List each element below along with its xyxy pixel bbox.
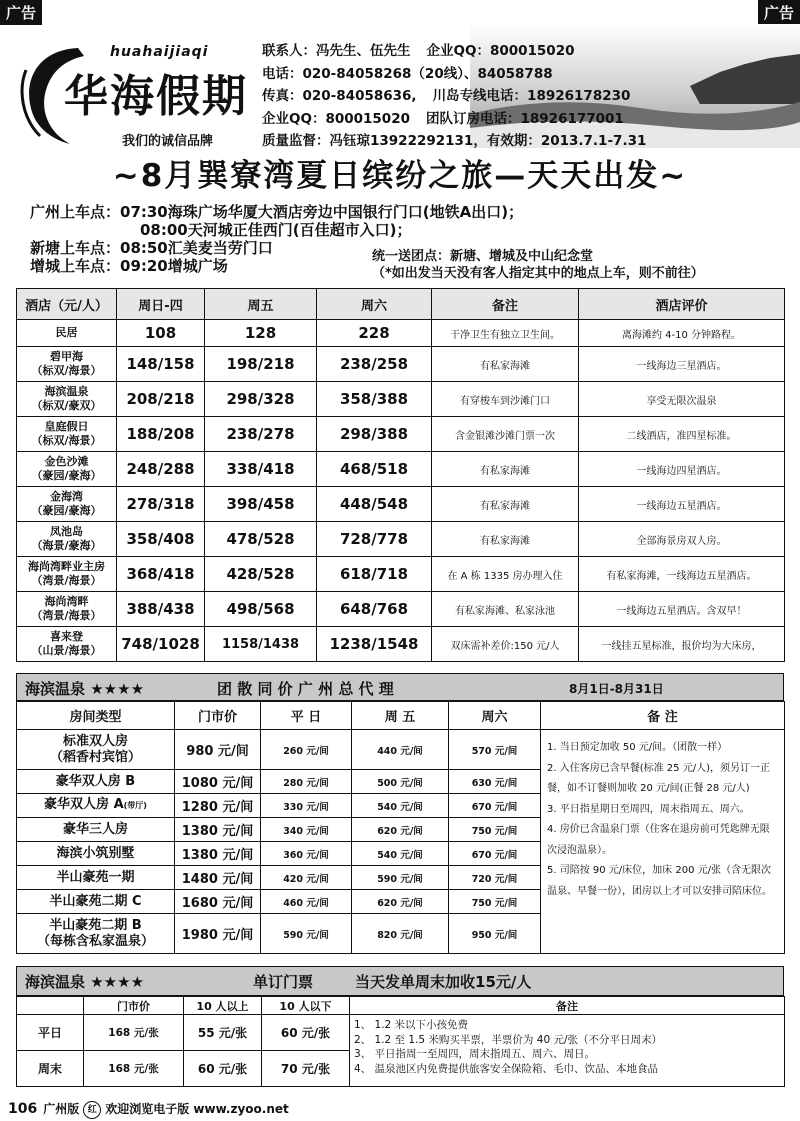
table-row (17, 592, 785, 627)
hotel-price-table (16, 288, 785, 662)
pickup-guangzhou: 广州上车点：07:30海珠广场华厦大酒店旁边中国银行门口(地铁A出口)； (30, 203, 524, 221)
header-friday: 周 五 (352, 702, 449, 730)
ad-tag-left: 广告 (0, 0, 42, 25)
header-weekday: 周日-四 (117, 289, 205, 320)
hotel-remark: 有私家海滩 (432, 347, 579, 382)
price-weekday: 148/158 (117, 347, 205, 382)
price-friday: 590 元/间 (352, 866, 449, 890)
hotel-name: 碧甲海 (50, 350, 83, 363)
ticket-note: 4、 温泉池区内免费提供旅客安全保险箱、毛巾、饮品、本地食品 (354, 1062, 659, 1075)
header-saturday: 周六 (317, 289, 432, 320)
price-saturday: 728/778 (317, 522, 432, 557)
price-friday: 498/568 (205, 592, 317, 627)
hotel-remark: 有穿梭车到沙滩门口 (432, 382, 579, 417)
ticket-note: 3、 平日指周一至周四，周末指周五、周六、周日。 (354, 1048, 596, 1060)
price-weekday: 188/208 (117, 417, 205, 452)
spa-banner-name: 海滨温泉 ★★★★ (25, 680, 145, 698)
hotel-room-type: （标双/豪双） (31, 399, 102, 412)
price-weekday: 208/218 (117, 382, 205, 417)
room-type: 标准双人房 (62, 733, 128, 749)
header-saturday: 周六 (449, 702, 541, 730)
price-saturday: 648/768 (317, 592, 432, 627)
spa-notes (541, 730, 785, 954)
spa-note: 4. 房价已含温泉门票（住客在退房前可凭匙牌无限次浸泡温泉）。 (547, 824, 770, 856)
hotel-remark: 有私家海滩 (432, 452, 579, 487)
room-type-line (17, 774, 174, 790)
hotel-review: 二线酒店，准四星标准。 (579, 417, 785, 452)
ad-tag-right: 广告 (758, 0, 800, 25)
price-friday: 478/528 (205, 522, 317, 557)
hotel-name: 凤池岛 (50, 525, 83, 538)
room-type-line (17, 918, 174, 934)
room-type: 半山豪苑二期 B (49, 917, 142, 933)
table-row (17, 452, 785, 487)
room-type-line (17, 822, 174, 838)
dropoff-note-1: 统一送团点：新塘、增城及中山纪念堂 (372, 249, 594, 264)
ticket-day: 平日 (17, 1015, 84, 1051)
table-row (17, 382, 785, 417)
spa-banner-agent: 团 散 同 价 广 州 总 代 理 (217, 680, 394, 698)
hotel-review: 一线海边三星酒店。 (579, 347, 785, 382)
ticket-note: 2、 1.2 至 1.5 米购买半票，半票价为 40 元/张（不分平日周末） (354, 1033, 663, 1046)
logo-name: 华海假期 (64, 71, 248, 122)
contact-qq-2: 企业QQ：800015020 (262, 110, 410, 127)
rack-rate: 1380 元/间 (175, 818, 261, 842)
header-blank (17, 997, 84, 1015)
hotel-review: 一线挂五星标准，报价均为大床房， (579, 627, 785, 662)
table-row (17, 487, 785, 522)
rack-rate: 1680 元/间 (175, 890, 261, 914)
spa-banner (16, 673, 784, 701)
price-saturday: 670 元/间 (449, 794, 541, 818)
hotel-name-cell (17, 627, 117, 662)
price-weekday: 368/418 (117, 557, 205, 592)
header-hotel: 酒店（元/人） (17, 289, 117, 320)
spa-note: 3. 平日指星期日至周四，周末指周五、周六。 (547, 803, 750, 815)
price-friday: 540 元/间 (352, 842, 449, 866)
room-type-detail: （稻香村宾馆） (49, 749, 141, 765)
spa-note: 5. 司陪按 90 元/床位，加床 200 元/张（含无限次温泉、早餐一份），团房以上才可以安排司陪床位。 (547, 865, 772, 897)
ticket-banner-name: 海滨温泉 ★★★★ (25, 973, 145, 991)
hotel-name: 金色沙滩 (44, 455, 89, 468)
price-friday: 540 元/间 (352, 794, 449, 818)
ticket-table (16, 996, 785, 1087)
price-saturday: 618/718 (317, 557, 432, 592)
rack-rate: 1980 元/间 (175, 914, 261, 954)
room-type-cell (17, 890, 175, 914)
price-weekday: 460 元/间 (261, 890, 352, 914)
room-type-cell (17, 842, 175, 866)
hotel-name: 海尚湾畔 (44, 595, 89, 608)
header-notes: 备注 (350, 997, 785, 1015)
header (0, 24, 800, 148)
ticket-banner-note: 当天发单周末加收15元/人 (355, 973, 532, 991)
room-type-suffix: (带厅) (123, 801, 147, 810)
hotel-review: 一线海边四星酒店。 (579, 452, 785, 487)
rack-rate: 1480 元/间 (175, 866, 261, 890)
room-type-line (17, 870, 174, 886)
ticket-banner-title: 单订门票 (253, 973, 314, 991)
room-type-detail: （每栋含私家温泉） (36, 933, 154, 949)
hotel-review: 一线海边五星酒店。含双早！ (579, 592, 785, 627)
price-friday: 128 (205, 320, 317, 347)
room-type: 豪华三人房 (62, 821, 128, 837)
ticket-under-10: 70 元/张 (262, 1051, 350, 1087)
room-type: 海滨小筑别墅 (56, 845, 135, 861)
price-saturday: 670 元/间 (449, 842, 541, 866)
price-weekday: 358/408 (117, 522, 205, 557)
room-type: 半山豪苑二期 C (49, 893, 142, 909)
header-rack-rate: 门市价 (84, 997, 184, 1015)
header-under-10: 10 人以下 (262, 997, 350, 1015)
price-weekday: 260 元/间 (261, 730, 352, 770)
pickup-xintang: 新塘上车点：08:50汇美麦当劳门口 (30, 239, 273, 257)
price-weekday: 278/318 (117, 487, 205, 522)
logo (18, 34, 248, 148)
table-row (17, 320, 785, 347)
price-saturday: 750 元/间 (449, 818, 541, 842)
hotel-name: 海尚湾畔业主房 (28, 560, 105, 573)
price-weekday: 388/438 (117, 592, 205, 627)
hotel-name-cell (17, 320, 117, 347)
pickup-guangzhou-2: 08:00天河城正佳西门(百佳超市入口)； (140, 221, 412, 239)
ticket-rack-rate: 168 元/张 (84, 1051, 184, 1087)
price-weekday: 420 元/间 (261, 866, 352, 890)
contact-fax: 传真：020-84058636, (262, 88, 417, 104)
spa-banner-dates: 8月1日-8月31日 (569, 682, 664, 696)
room-type-line (17, 894, 174, 910)
pickup-zengcheng: 增城上车点：09:20增城广场 (30, 257, 228, 275)
table-row (17, 730, 785, 770)
ticket-note: 1、 1.2 米以下小孩免费 (354, 1019, 469, 1031)
hotel-name: 海滨温泉 (44, 385, 89, 398)
website-link[interactable]: 欢迎浏览电子版 www.zyoo.net (105, 1102, 289, 1116)
hotel-review: 一线海边五星酒店。 (579, 487, 785, 522)
price-friday: 1158/1438 (205, 627, 317, 662)
hotel-room-type: （海景/豪海） (31, 539, 102, 552)
price-weekday: 280 元/间 (261, 770, 352, 794)
price-weekday: 360 元/间 (261, 842, 352, 866)
price-friday: 820 元/间 (352, 914, 449, 954)
ticket-over-10: 60 元/张 (184, 1051, 262, 1087)
price-saturday: 950 元/间 (449, 914, 541, 954)
hotel-remark: 双床需补差价:150 元/人 (432, 627, 579, 662)
hotel-room-type: （湾景/海景） (31, 574, 102, 587)
page-title: ~8月巽寮湾夏日缤纷之旅—天天出发~ (112, 158, 688, 194)
price-friday: 198/218 (205, 347, 317, 382)
price-weekday: 330 元/间 (261, 794, 352, 818)
price-saturday: 750 元/间 (449, 890, 541, 914)
price-friday: 428/528 (205, 557, 317, 592)
table-row (17, 417, 785, 452)
price-saturday: 570 元/间 (449, 730, 541, 770)
price-friday: 500 元/间 (352, 770, 449, 794)
hotel-review: 离海滩约 4-10 分钟路程。 (579, 320, 785, 347)
hotel-name: 民居 (55, 326, 78, 339)
price-saturday: 448/548 (317, 487, 432, 522)
rack-rate: 1080 元/间 (175, 770, 261, 794)
price-friday: 620 元/间 (352, 818, 449, 842)
price-friday: 440 元/间 (352, 730, 449, 770)
room-type-cell (17, 914, 175, 954)
rack-rate: 1380 元/间 (175, 842, 261, 866)
ticket-over-10: 55 元/张 (184, 1015, 262, 1051)
hotel-name-cell (17, 452, 117, 487)
room-type-cell (17, 866, 175, 890)
room-type-cell (17, 794, 175, 818)
hotel-remark: 有私家海滩、私家泳池 (432, 592, 579, 627)
contact-group-phone: 团队订房电话：18926177001 (426, 110, 624, 127)
dropoff-note (372, 248, 704, 282)
contact-hotline: 川岛专线电话：18926178230 (432, 88, 631, 104)
table-row (17, 1015, 785, 1051)
room-type-cell (17, 818, 175, 842)
footer (8, 1100, 289, 1119)
contact-quality: 质量监督：冯钰琼13922292131，有效期：2013.7.1-7.31 (262, 133, 647, 148)
hotel-name: 皇庭假日 (44, 420, 89, 433)
price-saturday: 720 元/间 (449, 866, 541, 890)
table-row (17, 522, 785, 557)
hotel-remark: 有私家海滩 (432, 522, 579, 557)
brand-badge-icon: 红 (83, 1101, 101, 1119)
contact-phone: 电话：020-84058268（20线）、84058788 (262, 65, 553, 82)
hotel-name-cell (17, 592, 117, 627)
header-notes: 备 注 (541, 702, 785, 730)
page-number: 106 (8, 1101, 38, 1117)
logo-pinyin: huahaijiaqi (110, 44, 209, 60)
hotel-name-cell (17, 487, 117, 522)
hotel-remark: 有私家海滩 (432, 487, 579, 522)
hotel-name-cell (17, 347, 117, 382)
price-weekday: 340 元/间 (261, 818, 352, 842)
price-saturday: 298/388 (317, 417, 432, 452)
room-type: 半山豪苑一期 (56, 869, 135, 885)
hotel-name: 喜来登 (50, 630, 83, 643)
hotel-room-type: （山景/海景） (31, 644, 102, 657)
hotel-name-cell (17, 417, 117, 452)
price-friday: 298/328 (205, 382, 317, 417)
room-type: 豪华双人房 A (44, 797, 124, 812)
price-saturday: 1238/1548 (317, 627, 432, 662)
room-type-line (17, 797, 174, 814)
hotel-remark: 含金银滩沙滩门票一次 (432, 417, 579, 452)
hotel-review: 全部海景房双人房。 (579, 522, 785, 557)
price-friday: 338/418 (205, 452, 317, 487)
ticket-under-10: 60 元/张 (262, 1015, 350, 1051)
price-saturday: 630 元/间 (449, 770, 541, 794)
ticket-rack-rate: 168 元/张 (84, 1015, 184, 1051)
header-rack-rate: 门市价 (175, 702, 261, 730)
room-type-cell (17, 730, 175, 770)
spa-note: 2. 入住客房已含早餐(标准 25 元/人)，须另订一正餐，如不订餐则加收 20 元/间(正餐 28 元/人) (547, 762, 770, 794)
price-weekday: 108 (117, 320, 205, 347)
spa-room-table (16, 701, 785, 954)
table-row (17, 557, 785, 592)
hotel-review: 享受无限次温泉 (579, 382, 785, 417)
header-friday: 周五 (205, 289, 317, 320)
spa-note: 1. 当日预定加收 50 元/间。（团散一样） (547, 742, 728, 753)
hotel-name-cell (17, 522, 117, 557)
hotel-room-type: （标双/海景） (31, 434, 102, 447)
price-saturday: 238/258 (317, 347, 432, 382)
hotel-name-cell (17, 557, 117, 592)
room-type-cell (17, 770, 175, 794)
table-row (17, 627, 785, 662)
table-row (17, 347, 785, 382)
hotel-remark: 干净卫生有独立卫生间。 (432, 320, 579, 347)
price-weekday: 248/288 (117, 452, 205, 487)
hotel-name: 金海湾 (50, 490, 83, 503)
price-friday: 238/278 (205, 417, 317, 452)
header-review: 酒店评价 (579, 289, 785, 320)
hotel-room-type: （标双/海景） (31, 364, 102, 377)
contact-info (262, 40, 646, 148)
hotel-room-type: （湾景/海景） (31, 609, 102, 622)
header-room-type: 房间类型 (17, 702, 175, 730)
header-remark: 备注 (432, 289, 579, 320)
price-friday: 398/458 (205, 487, 317, 522)
price-friday: 620 元/间 (352, 890, 449, 914)
rack-rate: 1280 元/间 (175, 794, 261, 818)
header-weekday: 平 日 (261, 702, 352, 730)
logo-slogan: 我们的诚信品牌 (122, 134, 214, 148)
hotel-room-type: （豪园/豪海） (31, 504, 102, 517)
hotel-room-type: （豪园/豪海） (31, 469, 102, 482)
hotel-name-cell (17, 382, 117, 417)
ticket-banner (16, 966, 784, 996)
hotel-review: 有私家海滩，一线海边五星酒店。 (579, 557, 785, 592)
rack-rate: 980 元/间 (175, 730, 261, 770)
ticket-notes (350, 1015, 785, 1087)
edition: 广州版 (43, 1102, 80, 1116)
header-over-10: 10 人以上 (184, 997, 262, 1015)
hotel-remark: 在 A 栋 1335 房办理入住 (432, 557, 579, 592)
price-saturday: 468/518 (317, 452, 432, 487)
contact-person: 联系人：冯先生、伍先生 (262, 43, 411, 59)
room-type-line (17, 734, 174, 750)
ticket-day: 周末 (17, 1051, 84, 1087)
room-type-line (17, 846, 174, 862)
price-weekday: 590 元/间 (261, 914, 352, 954)
contact-qq: 企业QQ：800015020 (426, 43, 575, 59)
room-type: 豪华双人房 B (55, 773, 136, 789)
dropoff-note-2: （*如出发当天没有客人指定其中的地点上车，则不前往） (372, 266, 704, 281)
price-saturday: 358/388 (317, 382, 432, 417)
price-saturday: 228 (317, 320, 432, 347)
price-weekday: 748/1028 (117, 627, 205, 662)
